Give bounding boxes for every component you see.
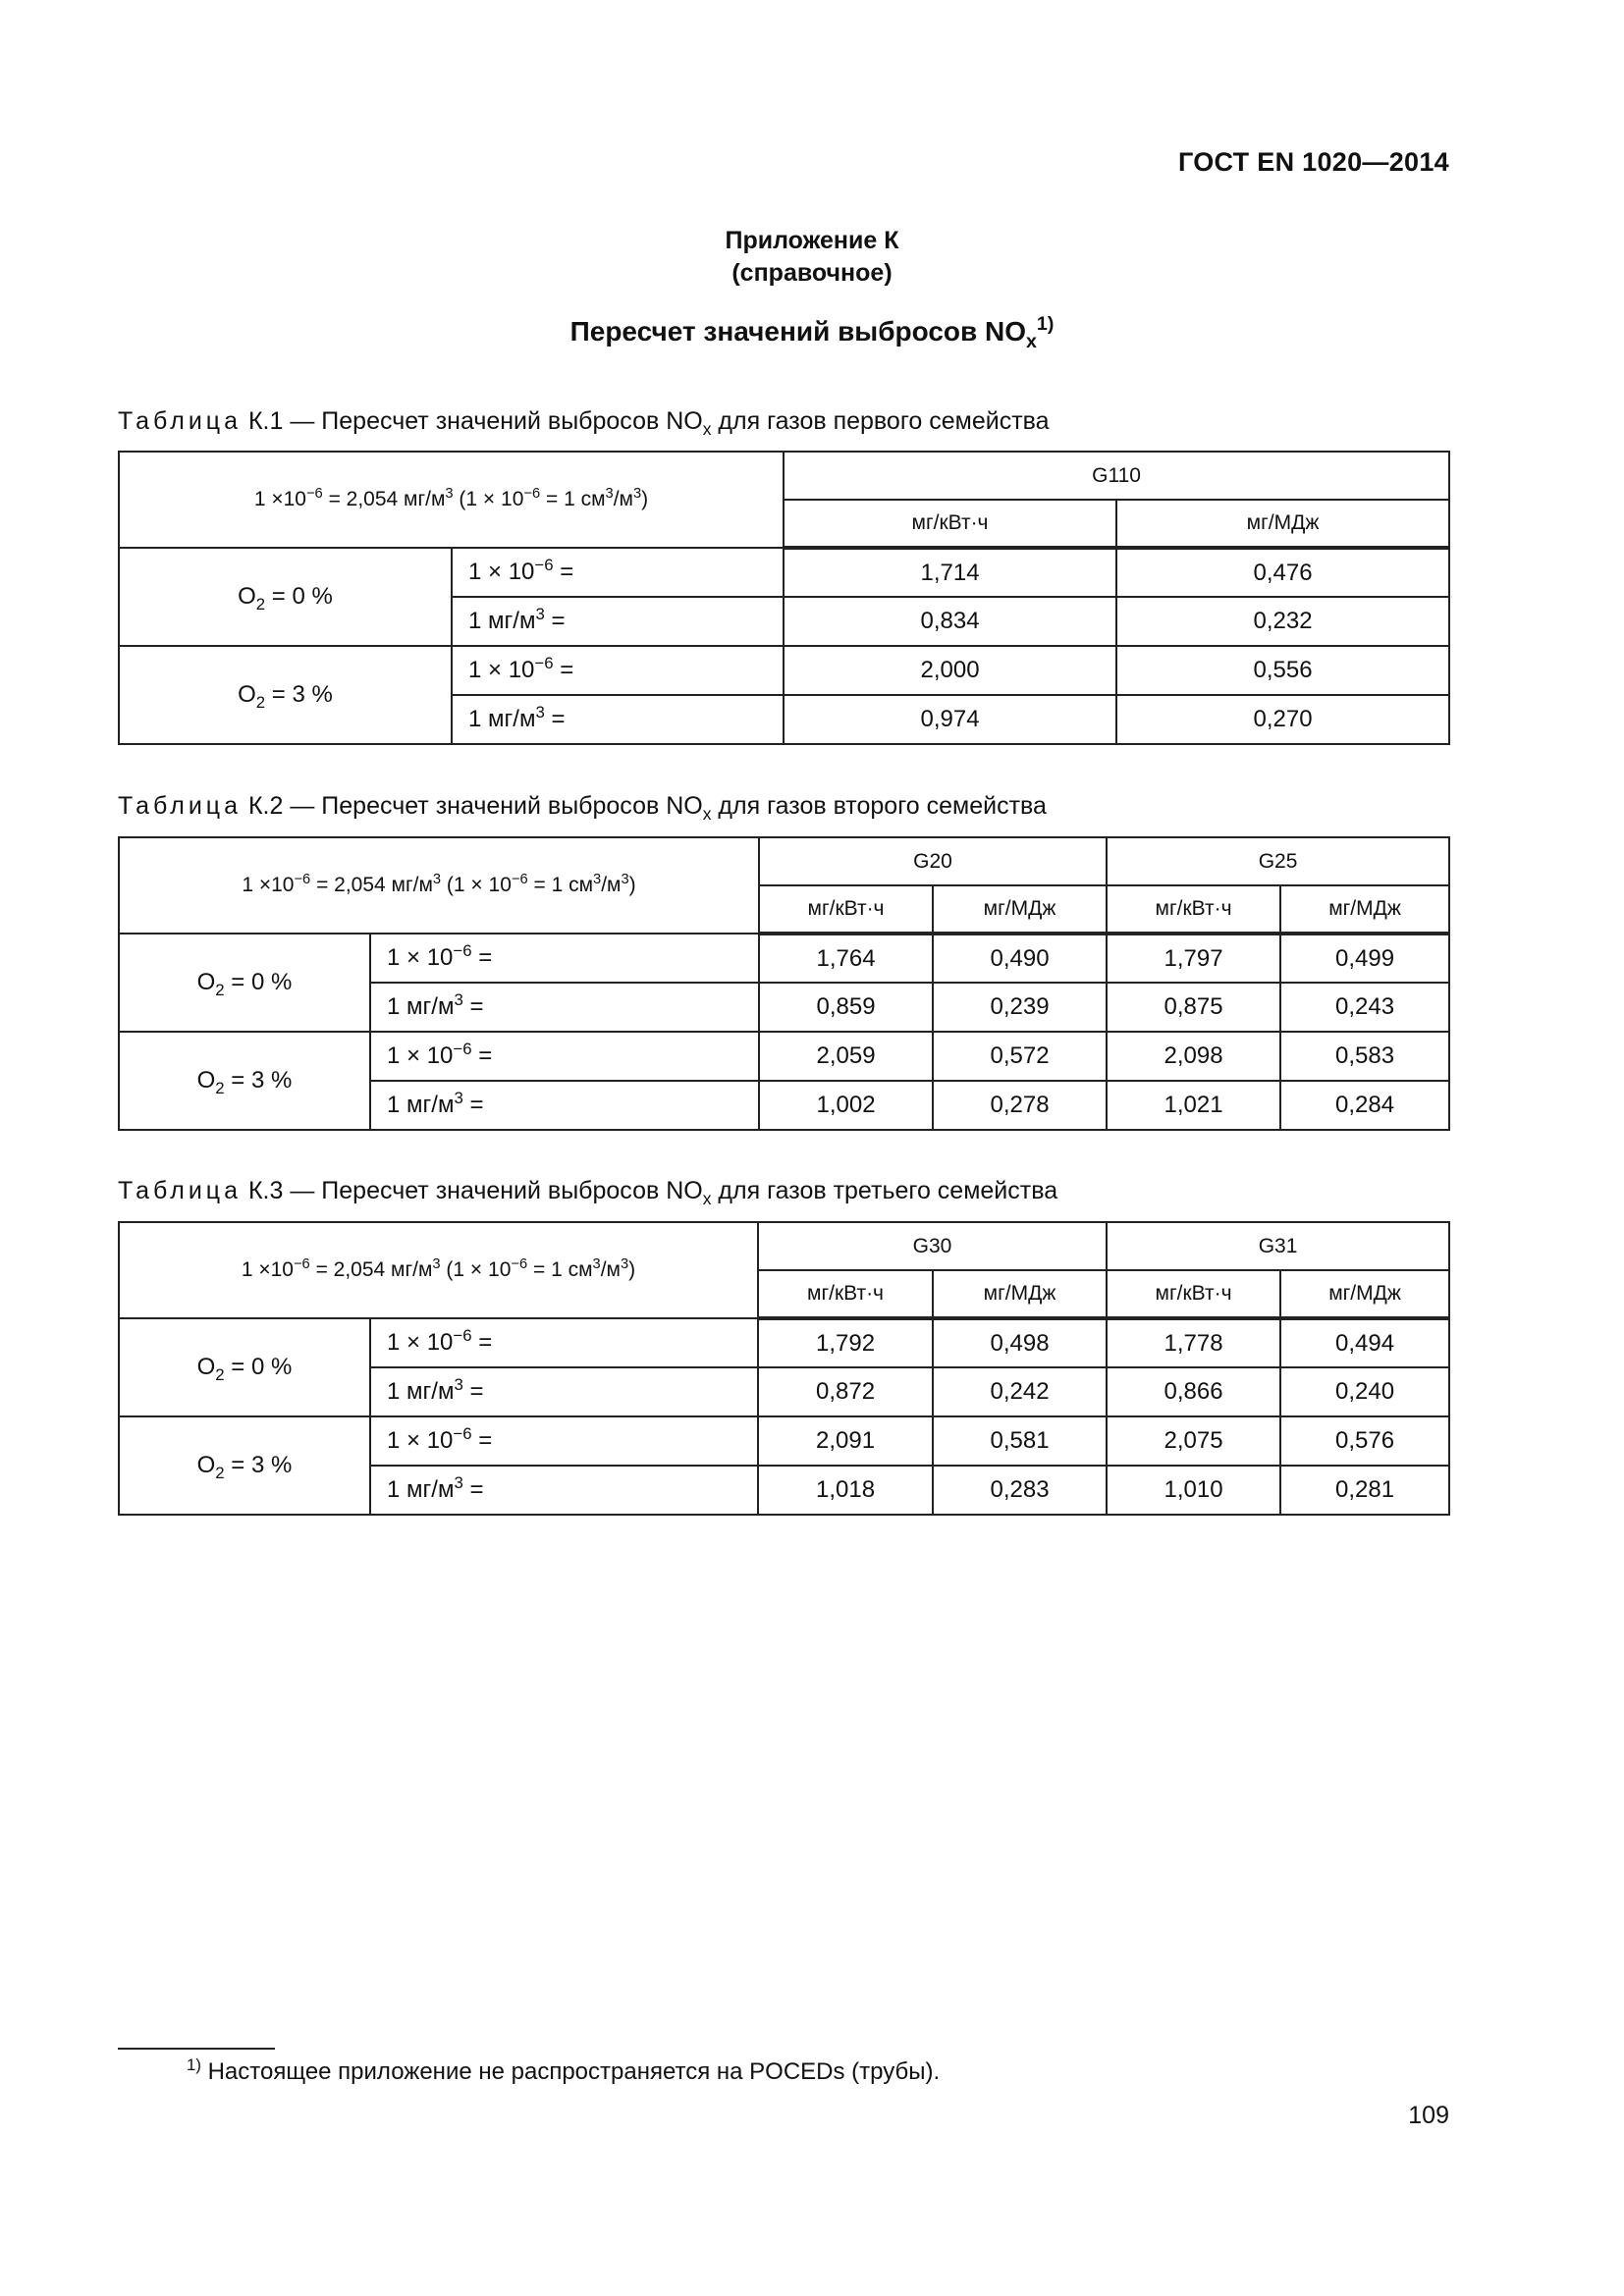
o2-label: $O_2 = 3$ % <box>119 646 452 744</box>
unit-header: мг/МДж <box>1116 500 1449 548</box>
table-cell: 0,872 <box>758 1367 933 1416</box>
o2-label: $O_2 = 0$ % <box>119 548 452 646</box>
table-cell: 1,002 <box>759 1081 933 1130</box>
table-caption-k3 <box>118 1177 1058 1209</box>
o2-label: $O_2 = 3$ % <box>119 1032 370 1130</box>
conversion-header: $1 \times 10^{-6} = 2,054$ $мг/м^3$ ($1 \times 10^{-6} = 1$ $см^3/м^3$) <box>119 452 784 548</box>
standard-code: ГОСТ EN 1020—2014 <box>1177 147 1449 177</box>
unit-header: мг/кВт·ч <box>1107 1270 1280 1318</box>
table-cell: 0,283 <box>933 1466 1107 1515</box>
row-label: 1 $мг/м^3$ = <box>452 695 784 744</box>
annex-label: Приложение К <box>725 227 899 254</box>
table-cell: 0,498 <box>933 1318 1107 1367</box>
table-cell: 0,859 <box>759 983 933 1032</box>
annex-title-sub: x <box>1026 330 1037 352</box>
table-k2 <box>118 836 1450 1131</box>
row-label: $1 \times 10^{-6}$ = <box>452 548 784 597</box>
table-caption-k1 <box>118 407 1050 440</box>
unit-header: мг/МДж <box>933 885 1107 934</box>
table-cell: 0,476 <box>1116 548 1449 597</box>
gas-header: G31 <box>1107 1222 1449 1270</box>
table-cell: 0,583 <box>1280 1032 1449 1081</box>
table-cell: 1,018 <box>758 1466 933 1515</box>
row-label: $1 \times 10^{-6}$ = <box>370 1318 758 1367</box>
table-cell: 0,243 <box>1280 983 1449 1032</box>
table-cell: 0,278 <box>933 1081 1107 1130</box>
table-number: К.2 <box>247 792 284 820</box>
row-label: 1 $мг/м^3$ = <box>370 1466 758 1515</box>
table-cell: 2,091 <box>758 1416 933 1466</box>
caption-sub: x <box>702 419 712 440</box>
row-label: 1 $мг/м^3$ = <box>452 597 784 646</box>
footnote <box>187 2055 941 2086</box>
footnote-marker: 1) <box>187 2055 201 2074</box>
table-cell: 1,021 <box>1107 1081 1280 1130</box>
row-label: $1 \times 10^{-6}$ = <box>452 646 784 695</box>
annex-title <box>0 313 1624 352</box>
table-cell: 0,834 <box>784 597 1116 646</box>
unit-header: мг/кВт·ч <box>1107 885 1280 934</box>
table-cell: 0,581 <box>933 1416 1107 1466</box>
row-label: $1 \times 10^{-6}$ = <box>370 1416 758 1466</box>
row-label: $1 \times 10^{-6}$ = <box>370 1032 759 1081</box>
annex-kind: (справочное) <box>731 259 893 287</box>
footnote-separator <box>118 2048 275 2050</box>
unit-header: мг/МДж <box>933 1270 1107 1318</box>
table-cell: 1,010 <box>1107 1466 1280 1515</box>
gas-header: G25 <box>1107 837 1449 885</box>
gas-header: G30 <box>758 1222 1107 1270</box>
unit-header: мг/МДж <box>1280 1270 1449 1318</box>
caption-text-end: для газов второго семейства <box>711 792 1047 820</box>
table-cell: 0,556 <box>1116 646 1449 695</box>
table-cell: 0,499 <box>1280 934 1449 983</box>
gas-header: G20 <box>759 837 1107 885</box>
table-cell: 1,792 <box>758 1318 933 1367</box>
table-cell: 1,764 <box>759 934 933 983</box>
table-prefix: Таблица <box>118 792 243 820</box>
caption-text: — Пересчет значений выбросов NO <box>283 1177 703 1204</box>
table-cell: 0,974 <box>784 695 1116 744</box>
annex-title-text: Пересчет значений выбросов NO <box>569 316 1027 347</box>
caption-text-end: для газов первого семейства <box>711 407 1050 435</box>
table-k1 <box>118 451 1450 745</box>
table-cell: 2,075 <box>1107 1416 1280 1466</box>
o2-label: $O_2 = 0$ % <box>119 934 370 1032</box>
page-number: 109 <box>1408 2102 1449 2129</box>
table-cell: 2,059 <box>759 1032 933 1081</box>
caption-text-end: для газов третьего семейства <box>711 1177 1058 1204</box>
table-cell: 0,270 <box>1116 695 1449 744</box>
o2-label: $O_2 = 3$ % <box>119 1416 370 1515</box>
table-cell: 1,778 <box>1107 1318 1280 1367</box>
table-cell: 0,576 <box>1280 1416 1449 1466</box>
conversion-header: $1 \times 10^{-6} = 2,054$ $мг/м^3$ ($1 \times 10^{-6} = 1$ $см^3/м^3$) <box>119 837 759 934</box>
table-number: К.1 <box>247 407 284 435</box>
caption-sub: x <box>702 1189 712 1209</box>
table-cell: 1,714 <box>784 548 1116 597</box>
row-label: 1 $мг/м^3$ = <box>370 983 759 1032</box>
table-cell: 2,000 <box>784 646 1116 695</box>
caption-text: — Пересчет значений выбросов NO <box>283 792 703 820</box>
caption-sub: x <box>702 804 712 825</box>
table-cell: 0,232 <box>1116 597 1449 646</box>
unit-header: мг/МДж <box>1280 885 1449 934</box>
gas-header: G110 <box>784 452 1449 500</box>
table-cell: 0,490 <box>933 934 1107 983</box>
table-cell: 2,098 <box>1107 1032 1280 1081</box>
table-k3 <box>118 1221 1450 1516</box>
table-cell: 0,242 <box>933 1367 1107 1416</box>
table-cell: 0,866 <box>1107 1367 1280 1416</box>
table-cell: 0,240 <box>1280 1367 1449 1416</box>
table-cell: 1,797 <box>1107 934 1280 983</box>
table-caption-k2 <box>118 792 1047 825</box>
caption-text: — Пересчет значений выбросов NO <box>283 407 703 435</box>
unit-header: мг/кВт·ч <box>759 885 933 934</box>
conversion-header: $1 \times 10^{-6} = 2,054$ $мг/м^3$ ($1 \times 10^{-6} = 1$ $см^3/м^3$) <box>119 1222 758 1318</box>
table-cell: 0,281 <box>1280 1466 1449 1515</box>
table-prefix: Таблица <box>118 1177 243 1204</box>
unit-header: мг/кВт·ч <box>784 500 1116 548</box>
table-cell: 0,239 <box>933 983 1107 1032</box>
row-label: 1 $мг/м^3$ = <box>370 1081 759 1130</box>
o2-label: $O_2 = 0$ % <box>119 1318 370 1416</box>
table-prefix: Таблица <box>118 407 243 435</box>
table-cell: 0,875 <box>1107 983 1280 1032</box>
table-number: К.3 <box>247 1177 284 1204</box>
footnote-text: Настоящее приложение не распространяется на POCEDs (трубы). <box>207 2058 941 2085</box>
unit-header: мг/кВт·ч <box>758 1270 933 1318</box>
row-label: $1 \times 10^{-6}$ = <box>370 934 759 983</box>
table-cell: 0,284 <box>1280 1081 1449 1130</box>
table-cell: 0,494 <box>1280 1318 1449 1367</box>
row-label: 1 $мг/м^3$ = <box>370 1367 758 1416</box>
annex-title-footnote-ref: 1) <box>1036 313 1055 336</box>
table-cell: 0,572 <box>933 1032 1107 1081</box>
annex-heading <box>0 225 1624 290</box>
